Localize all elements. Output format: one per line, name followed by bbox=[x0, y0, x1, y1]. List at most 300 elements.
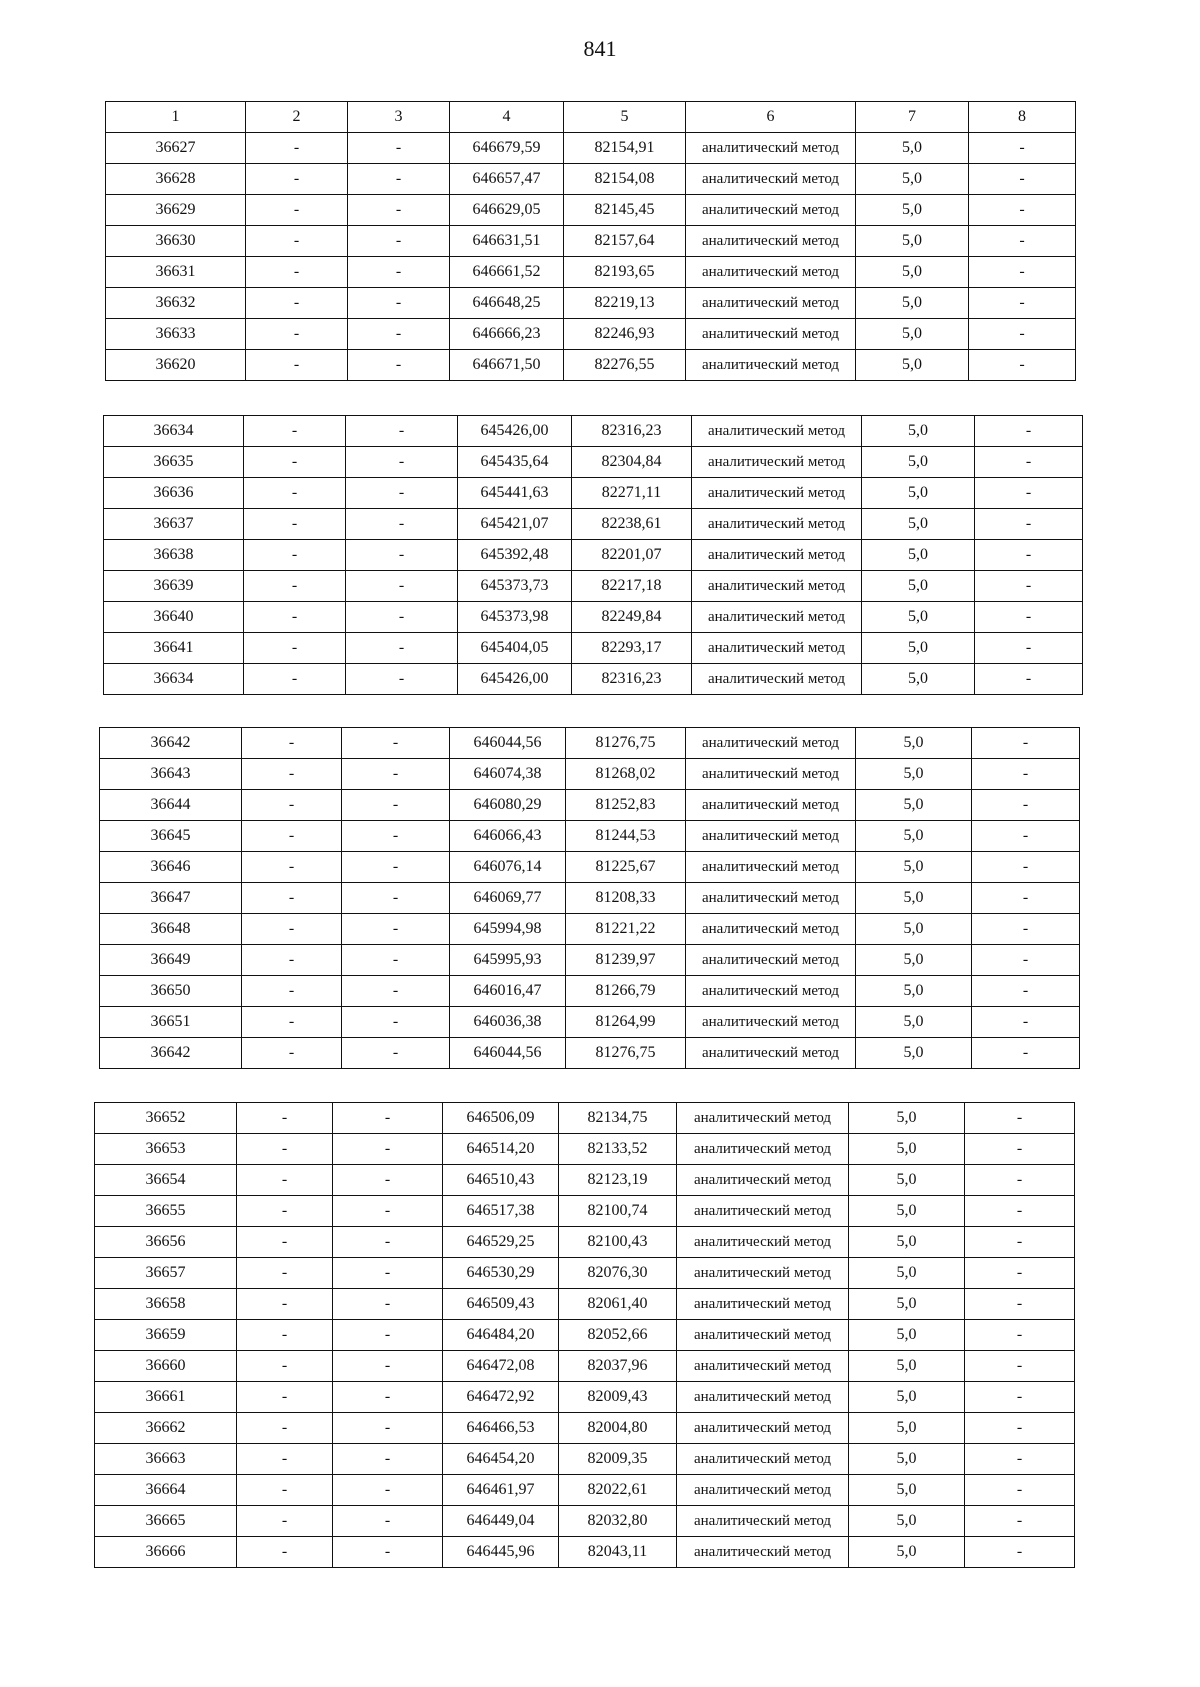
point-number-cell: 36646 bbox=[100, 852, 242, 883]
method-cell: аналитический метод bbox=[677, 1444, 849, 1475]
point-number-cell: 36666 bbox=[95, 1537, 237, 1568]
col-3-value-cell: - bbox=[342, 883, 450, 914]
col-3-value-cell: - bbox=[333, 1506, 443, 1537]
col-3-value-cell: - bbox=[333, 1537, 443, 1568]
table-row bbox=[95, 1413, 1075, 1444]
coordinates-table-block-4 bbox=[94, 1102, 1075, 1568]
method-cell: аналитический метод bbox=[677, 1227, 849, 1258]
col-3-value-cell: - bbox=[346, 664, 458, 695]
point-number-cell: 36662 bbox=[95, 1413, 237, 1444]
col-8-value-cell: - bbox=[965, 1444, 1075, 1475]
accuracy-cell: 5,0 bbox=[856, 914, 972, 945]
x-coordinate-cell: 646529,25 bbox=[443, 1227, 559, 1258]
table-row bbox=[104, 478, 1083, 509]
y-coordinate-cell: 82052,66 bbox=[559, 1320, 677, 1351]
table-row bbox=[95, 1444, 1075, 1475]
table-row bbox=[104, 540, 1083, 571]
table-row bbox=[106, 257, 1076, 288]
col-8-value-cell: - bbox=[975, 416, 1083, 447]
point-number-cell: 36641 bbox=[104, 633, 244, 664]
y-coordinate-cell: 82316,23 bbox=[572, 416, 692, 447]
y-coordinate-cell: 82145,45 bbox=[564, 195, 686, 226]
col-3-value-cell: - bbox=[346, 509, 458, 540]
col-8-value-cell: - bbox=[965, 1134, 1075, 1165]
col-2-value-cell: - bbox=[244, 633, 346, 664]
col-2-value-cell: - bbox=[237, 1506, 333, 1537]
col-2-value-cell: - bbox=[237, 1413, 333, 1444]
col-3-value-cell: - bbox=[342, 1038, 450, 1069]
col-3-value-cell: - bbox=[342, 914, 450, 945]
col-8-value-cell: - bbox=[975, 447, 1083, 478]
y-coordinate-cell: 81244,53 bbox=[566, 821, 686, 852]
x-coordinate-cell: 645426,00 bbox=[458, 664, 572, 695]
table-row bbox=[100, 759, 1080, 790]
point-number-cell: 36631 bbox=[106, 257, 246, 288]
col-8-value-cell: - bbox=[965, 1289, 1075, 1320]
accuracy-cell: 5,0 bbox=[849, 1537, 965, 1568]
col-3-value-cell: - bbox=[333, 1444, 443, 1475]
col-8-value-cell: - bbox=[972, 945, 1080, 976]
method-cell: аналитический метод bbox=[686, 945, 856, 976]
x-coordinate-cell: 646530,29 bbox=[443, 1258, 559, 1289]
method-cell: аналитический метод bbox=[686, 1007, 856, 1038]
col-8-value-cell: - bbox=[975, 540, 1083, 571]
y-coordinate-cell: 82100,43 bbox=[559, 1227, 677, 1258]
accuracy-cell: 5,0 bbox=[856, 1038, 972, 1069]
x-coordinate-cell: 646044,56 bbox=[450, 1038, 566, 1069]
col-3-value-cell: - bbox=[346, 447, 458, 478]
col-8-value-cell: - bbox=[965, 1227, 1075, 1258]
method-cell: аналитический метод bbox=[692, 509, 862, 540]
point-number-cell: 36628 bbox=[106, 164, 246, 195]
y-coordinate-cell: 82009,35 bbox=[559, 1444, 677, 1475]
point-number-cell: 36638 bbox=[104, 540, 244, 571]
y-coordinate-cell: 82004,80 bbox=[559, 1413, 677, 1444]
point-number-cell: 36661 bbox=[95, 1382, 237, 1413]
x-coordinate-cell: 646044,56 bbox=[450, 728, 566, 759]
x-coordinate-cell: 646631,51 bbox=[450, 226, 564, 257]
method-cell: аналитический метод bbox=[692, 540, 862, 571]
accuracy-cell: 5,0 bbox=[856, 976, 972, 1007]
col-8-value-cell: - bbox=[972, 759, 1080, 790]
y-coordinate-cell: 81252,83 bbox=[566, 790, 686, 821]
point-number-cell: 36643 bbox=[100, 759, 242, 790]
col-2-value-cell: - bbox=[237, 1165, 333, 1196]
accuracy-cell: 5,0 bbox=[849, 1382, 965, 1413]
accuracy-cell: 5,0 bbox=[849, 1289, 965, 1320]
accuracy-cell: 5,0 bbox=[862, 509, 975, 540]
table-row bbox=[104, 509, 1083, 540]
col-2-value-cell: - bbox=[246, 195, 348, 226]
point-number-cell: 36629 bbox=[106, 195, 246, 226]
col-3-value-cell: - bbox=[333, 1351, 443, 1382]
accuracy-cell: 5,0 bbox=[856, 133, 969, 164]
point-number-cell: 36648 bbox=[100, 914, 242, 945]
col-2-value-cell: - bbox=[237, 1475, 333, 1506]
method-cell: аналитический метод bbox=[686, 195, 856, 226]
method-cell: аналитический метод bbox=[686, 226, 856, 257]
x-coordinate-cell: 646076,14 bbox=[450, 852, 566, 883]
accuracy-cell: 5,0 bbox=[856, 728, 972, 759]
col-8-value-cell: - bbox=[969, 257, 1076, 288]
accuracy-cell: 5,0 bbox=[862, 602, 975, 633]
y-coordinate-cell: 82061,40 bbox=[559, 1289, 677, 1320]
table-row bbox=[95, 1382, 1075, 1413]
accuracy-cell: 5,0 bbox=[849, 1227, 965, 1258]
y-coordinate-cell: 81221,22 bbox=[566, 914, 686, 945]
col-2-value-cell: - bbox=[246, 133, 348, 164]
method-cell: аналитический метод bbox=[692, 416, 862, 447]
accuracy-cell: 5,0 bbox=[862, 571, 975, 602]
point-number-cell: 36635 bbox=[104, 447, 244, 478]
col-2-value-cell: - bbox=[242, 1007, 342, 1038]
col-3-value-cell: - bbox=[333, 1258, 443, 1289]
point-number-cell: 36640 bbox=[104, 602, 244, 633]
col-3-value-cell: - bbox=[348, 288, 450, 319]
table-row bbox=[106, 195, 1076, 226]
col-2-value-cell: - bbox=[244, 478, 346, 509]
col-8-value-cell: - bbox=[965, 1506, 1075, 1537]
col-8-value-cell: - bbox=[965, 1103, 1075, 1134]
col-3-value-cell: - bbox=[342, 728, 450, 759]
col-2-value-cell: - bbox=[246, 164, 348, 195]
x-coordinate-cell: 646080,29 bbox=[450, 790, 566, 821]
col-8-value-cell: - bbox=[965, 1413, 1075, 1444]
x-coordinate-cell: 646066,43 bbox=[450, 821, 566, 852]
method-cell: аналитический метод bbox=[686, 319, 856, 350]
col-8-value-cell: - bbox=[972, 821, 1080, 852]
col-3-value-cell: - bbox=[348, 133, 450, 164]
method-cell: аналитический метод bbox=[677, 1506, 849, 1537]
x-coordinate-cell: 646679,59 bbox=[450, 133, 564, 164]
x-coordinate-cell: 646074,38 bbox=[450, 759, 566, 790]
x-coordinate-cell: 646449,04 bbox=[443, 1506, 559, 1537]
x-coordinate-cell: 646517,38 bbox=[443, 1196, 559, 1227]
accuracy-cell: 5,0 bbox=[856, 945, 972, 976]
accuracy-cell: 5,0 bbox=[856, 288, 969, 319]
col-2-value-cell: - bbox=[237, 1258, 333, 1289]
method-cell: аналитический метод bbox=[677, 1258, 849, 1289]
table-row bbox=[100, 821, 1080, 852]
table-row bbox=[95, 1196, 1075, 1227]
col-3-value-cell: - bbox=[333, 1103, 443, 1134]
y-coordinate-cell: 82217,18 bbox=[572, 571, 692, 602]
table-row bbox=[100, 945, 1080, 976]
table-row bbox=[100, 852, 1080, 883]
accuracy-cell: 5,0 bbox=[849, 1103, 965, 1134]
accuracy-cell: 5,0 bbox=[856, 319, 969, 350]
y-coordinate-cell: 82193,65 bbox=[564, 257, 686, 288]
col-3-value-cell: - bbox=[342, 1007, 450, 1038]
col-2-value-cell: - bbox=[242, 728, 342, 759]
x-coordinate-cell: 646629,05 bbox=[450, 195, 564, 226]
x-coordinate-cell: 646466,53 bbox=[443, 1413, 559, 1444]
accuracy-cell: 5,0 bbox=[849, 1258, 965, 1289]
accuracy-cell: 5,0 bbox=[856, 195, 969, 226]
point-number-cell: 36627 bbox=[106, 133, 246, 164]
column-header-row bbox=[106, 102, 1076, 133]
point-number-cell: 36639 bbox=[104, 571, 244, 602]
point-number-cell: 36642 bbox=[100, 1038, 242, 1069]
y-coordinate-cell: 82037,96 bbox=[559, 1351, 677, 1382]
col-2-value-cell: - bbox=[237, 1320, 333, 1351]
table-row bbox=[106, 164, 1076, 195]
point-number-cell: 36633 bbox=[106, 319, 246, 350]
table-row bbox=[100, 976, 1080, 1007]
col-3-value-cell: - bbox=[342, 759, 450, 790]
col-2-value-cell: - bbox=[244, 571, 346, 602]
accuracy-cell: 5,0 bbox=[849, 1351, 965, 1382]
col-3-value-cell: - bbox=[348, 195, 450, 226]
table-row bbox=[95, 1165, 1075, 1196]
method-cell: аналитический метод bbox=[686, 350, 856, 381]
col-2-value-cell: - bbox=[242, 945, 342, 976]
col-8-value-cell: - bbox=[969, 350, 1076, 381]
method-cell: аналитический метод bbox=[686, 133, 856, 164]
coordinates-table-block-1 bbox=[105, 101, 1076, 381]
x-coordinate-cell: 646648,25 bbox=[450, 288, 564, 319]
method-cell: аналитический метод bbox=[692, 633, 862, 664]
table-row bbox=[95, 1320, 1075, 1351]
table-row bbox=[95, 1506, 1075, 1537]
column-header: 2 bbox=[246, 102, 348, 133]
accuracy-cell: 5,0 bbox=[862, 447, 975, 478]
col-8-value-cell: - bbox=[975, 509, 1083, 540]
y-coordinate-cell: 81208,33 bbox=[566, 883, 686, 914]
x-coordinate-cell: 646461,97 bbox=[443, 1475, 559, 1506]
x-coordinate-cell: 646016,47 bbox=[450, 976, 566, 1007]
col-2-value-cell: - bbox=[246, 257, 348, 288]
method-cell: аналитический метод bbox=[677, 1413, 849, 1444]
method-cell: аналитический метод bbox=[686, 914, 856, 945]
accuracy-cell: 5,0 bbox=[862, 478, 975, 509]
col-8-value-cell: - bbox=[972, 914, 1080, 945]
col-2-value-cell: - bbox=[244, 540, 346, 571]
table-row bbox=[95, 1475, 1075, 1506]
method-cell: аналитический метод bbox=[692, 571, 862, 602]
col-8-value-cell: - bbox=[965, 1351, 1075, 1382]
col-3-value-cell: - bbox=[342, 852, 450, 883]
col-3-value-cell: - bbox=[342, 790, 450, 821]
col-2-value-cell: - bbox=[244, 509, 346, 540]
col-2-value-cell: - bbox=[244, 447, 346, 478]
accuracy-cell: 5,0 bbox=[856, 852, 972, 883]
point-number-cell: 36634 bbox=[104, 416, 244, 447]
column-header: 1 bbox=[106, 102, 246, 133]
x-coordinate-cell: 646069,77 bbox=[450, 883, 566, 914]
y-coordinate-cell: 81276,75 bbox=[566, 728, 686, 759]
col-8-value-cell: - bbox=[969, 288, 1076, 319]
accuracy-cell: 5,0 bbox=[856, 164, 969, 195]
method-cell: аналитический метод bbox=[677, 1537, 849, 1568]
col-2-value-cell: - bbox=[237, 1444, 333, 1475]
col-8-value-cell: - bbox=[965, 1258, 1075, 1289]
method-cell: аналитический метод bbox=[692, 602, 862, 633]
x-coordinate-cell: 645994,98 bbox=[450, 914, 566, 945]
table-row bbox=[104, 571, 1083, 602]
method-cell: аналитический метод bbox=[677, 1382, 849, 1413]
table-row bbox=[100, 728, 1080, 759]
x-coordinate-cell: 646472,08 bbox=[443, 1351, 559, 1382]
method-cell: аналитический метод bbox=[686, 759, 856, 790]
column-header: 4 bbox=[450, 102, 564, 133]
col-8-value-cell: - bbox=[972, 976, 1080, 1007]
table-row bbox=[106, 288, 1076, 319]
column-header: 8 bbox=[969, 102, 1076, 133]
y-coordinate-cell: 82238,61 bbox=[572, 509, 692, 540]
accuracy-cell: 5,0 bbox=[849, 1134, 965, 1165]
table-row bbox=[100, 883, 1080, 914]
col-8-value-cell: - bbox=[975, 571, 1083, 602]
col-8-value-cell: - bbox=[965, 1475, 1075, 1506]
table-row bbox=[95, 1258, 1075, 1289]
point-number-cell: 36654 bbox=[95, 1165, 237, 1196]
y-coordinate-cell: 82201,07 bbox=[572, 540, 692, 571]
x-coordinate-cell: 646657,47 bbox=[450, 164, 564, 195]
x-coordinate-cell: 646484,20 bbox=[443, 1320, 559, 1351]
col-3-value-cell: - bbox=[333, 1289, 443, 1320]
x-coordinate-cell: 646036,38 bbox=[450, 1007, 566, 1038]
col-3-value-cell: - bbox=[348, 257, 450, 288]
accuracy-cell: 5,0 bbox=[849, 1196, 965, 1227]
col-8-value-cell: - bbox=[972, 883, 1080, 914]
col-2-value-cell: - bbox=[237, 1537, 333, 1568]
col-3-value-cell: - bbox=[333, 1475, 443, 1506]
col-2-value-cell: - bbox=[242, 821, 342, 852]
y-coordinate-cell: 81276,75 bbox=[566, 1038, 686, 1069]
col-2-value-cell: - bbox=[246, 226, 348, 257]
col-8-value-cell: - bbox=[969, 195, 1076, 226]
method-cell: аналитический метод bbox=[677, 1103, 849, 1134]
method-cell: аналитический метод bbox=[677, 1475, 849, 1506]
accuracy-cell: 5,0 bbox=[849, 1506, 965, 1537]
method-cell: аналитический метод bbox=[686, 821, 856, 852]
x-coordinate-cell: 646514,20 bbox=[443, 1134, 559, 1165]
point-number-cell: 36645 bbox=[100, 821, 242, 852]
col-3-value-cell: - bbox=[346, 602, 458, 633]
y-coordinate-cell: 82100,74 bbox=[559, 1196, 677, 1227]
table-row bbox=[104, 664, 1083, 695]
point-number-cell: 36650 bbox=[100, 976, 242, 1007]
col-2-value-cell: - bbox=[244, 664, 346, 695]
method-cell: аналитический метод bbox=[686, 852, 856, 883]
x-coordinate-cell: 645435,64 bbox=[458, 447, 572, 478]
y-coordinate-cell: 82154,08 bbox=[564, 164, 686, 195]
y-coordinate-cell: 82316,23 bbox=[572, 664, 692, 695]
point-number-cell: 36636 bbox=[104, 478, 244, 509]
column-header: 5 bbox=[564, 102, 686, 133]
col-8-value-cell: - bbox=[975, 602, 1083, 633]
point-number-cell: 36634 bbox=[104, 664, 244, 695]
table-row bbox=[104, 602, 1083, 633]
y-coordinate-cell: 82032,80 bbox=[559, 1506, 677, 1537]
col-3-value-cell: - bbox=[342, 945, 450, 976]
x-coordinate-cell: 645373,98 bbox=[458, 602, 572, 633]
col-2-value-cell: - bbox=[237, 1196, 333, 1227]
point-number-cell: 36655 bbox=[95, 1196, 237, 1227]
point-number-cell: 36644 bbox=[100, 790, 242, 821]
col-2-value-cell: - bbox=[237, 1289, 333, 1320]
y-coordinate-cell: 82123,19 bbox=[559, 1165, 677, 1196]
table-row bbox=[95, 1289, 1075, 1320]
x-coordinate-cell: 646454,20 bbox=[443, 1444, 559, 1475]
y-coordinate-cell: 82271,11 bbox=[572, 478, 692, 509]
x-coordinate-cell: 645421,07 bbox=[458, 509, 572, 540]
table-row bbox=[95, 1351, 1075, 1382]
y-coordinate-cell: 81266,79 bbox=[566, 976, 686, 1007]
method-cell: аналитический метод bbox=[686, 976, 856, 1007]
y-coordinate-cell: 82304,84 bbox=[572, 447, 692, 478]
point-number-cell: 36652 bbox=[95, 1103, 237, 1134]
point-number-cell: 36656 bbox=[95, 1227, 237, 1258]
coordinates-table-block-2 bbox=[103, 415, 1083, 695]
x-coordinate-cell: 646510,43 bbox=[443, 1165, 559, 1196]
x-coordinate-cell: 646666,23 bbox=[450, 319, 564, 350]
col-2-value-cell: - bbox=[242, 914, 342, 945]
y-coordinate-cell: 82043,11 bbox=[559, 1537, 677, 1568]
method-cell: аналитический метод bbox=[692, 447, 862, 478]
x-coordinate-cell: 646506,09 bbox=[443, 1103, 559, 1134]
method-cell: аналитический метод bbox=[677, 1320, 849, 1351]
point-number-cell: 36665 bbox=[95, 1506, 237, 1537]
col-3-value-cell: - bbox=[348, 164, 450, 195]
point-number-cell: 36653 bbox=[95, 1134, 237, 1165]
col-2-value-cell: - bbox=[244, 602, 346, 633]
col-3-value-cell: - bbox=[333, 1320, 443, 1351]
page-number: 841 bbox=[583, 36, 617, 61]
col-2-value-cell: - bbox=[242, 852, 342, 883]
y-coordinate-cell: 82249,84 bbox=[572, 602, 692, 633]
col-2-value-cell: - bbox=[237, 1103, 333, 1134]
accuracy-cell: 5,0 bbox=[856, 821, 972, 852]
col-3-value-cell: - bbox=[346, 633, 458, 664]
accuracy-cell: 5,0 bbox=[849, 1413, 965, 1444]
method-cell: аналитический метод bbox=[692, 478, 862, 509]
col-3-value-cell: - bbox=[333, 1134, 443, 1165]
column-header: 7 bbox=[856, 102, 969, 133]
col-8-value-cell: - bbox=[965, 1196, 1075, 1227]
x-coordinate-cell: 645426,00 bbox=[458, 416, 572, 447]
col-2-value-cell: - bbox=[242, 759, 342, 790]
col-8-value-cell: - bbox=[972, 1007, 1080, 1038]
y-coordinate-cell: 82022,61 bbox=[559, 1475, 677, 1506]
col-8-value-cell: - bbox=[975, 664, 1083, 695]
accuracy-cell: 5,0 bbox=[849, 1444, 965, 1475]
col-2-value-cell: - bbox=[237, 1134, 333, 1165]
col-2-value-cell: - bbox=[237, 1351, 333, 1382]
x-coordinate-cell: 646509,43 bbox=[443, 1289, 559, 1320]
col-8-value-cell: - bbox=[965, 1537, 1075, 1568]
table-row bbox=[106, 133, 1076, 164]
col-2-value-cell: - bbox=[246, 350, 348, 381]
table-row bbox=[100, 1038, 1080, 1069]
col-3-value-cell: - bbox=[348, 319, 450, 350]
col-3-value-cell: - bbox=[333, 1165, 443, 1196]
method-cell: аналитический метод bbox=[686, 1038, 856, 1069]
x-coordinate-cell: 645441,63 bbox=[458, 478, 572, 509]
table-row bbox=[104, 416, 1083, 447]
x-coordinate-cell: 645392,48 bbox=[458, 540, 572, 571]
accuracy-cell: 5,0 bbox=[856, 759, 972, 790]
column-header: 3 bbox=[348, 102, 450, 133]
y-coordinate-cell: 81264,99 bbox=[566, 1007, 686, 1038]
table-row bbox=[104, 447, 1083, 478]
col-8-value-cell: - bbox=[969, 133, 1076, 164]
x-coordinate-cell: 645373,73 bbox=[458, 571, 572, 602]
point-number-cell: 36659 bbox=[95, 1320, 237, 1351]
table-row bbox=[106, 350, 1076, 381]
x-coordinate-cell: 645404,05 bbox=[458, 633, 572, 664]
